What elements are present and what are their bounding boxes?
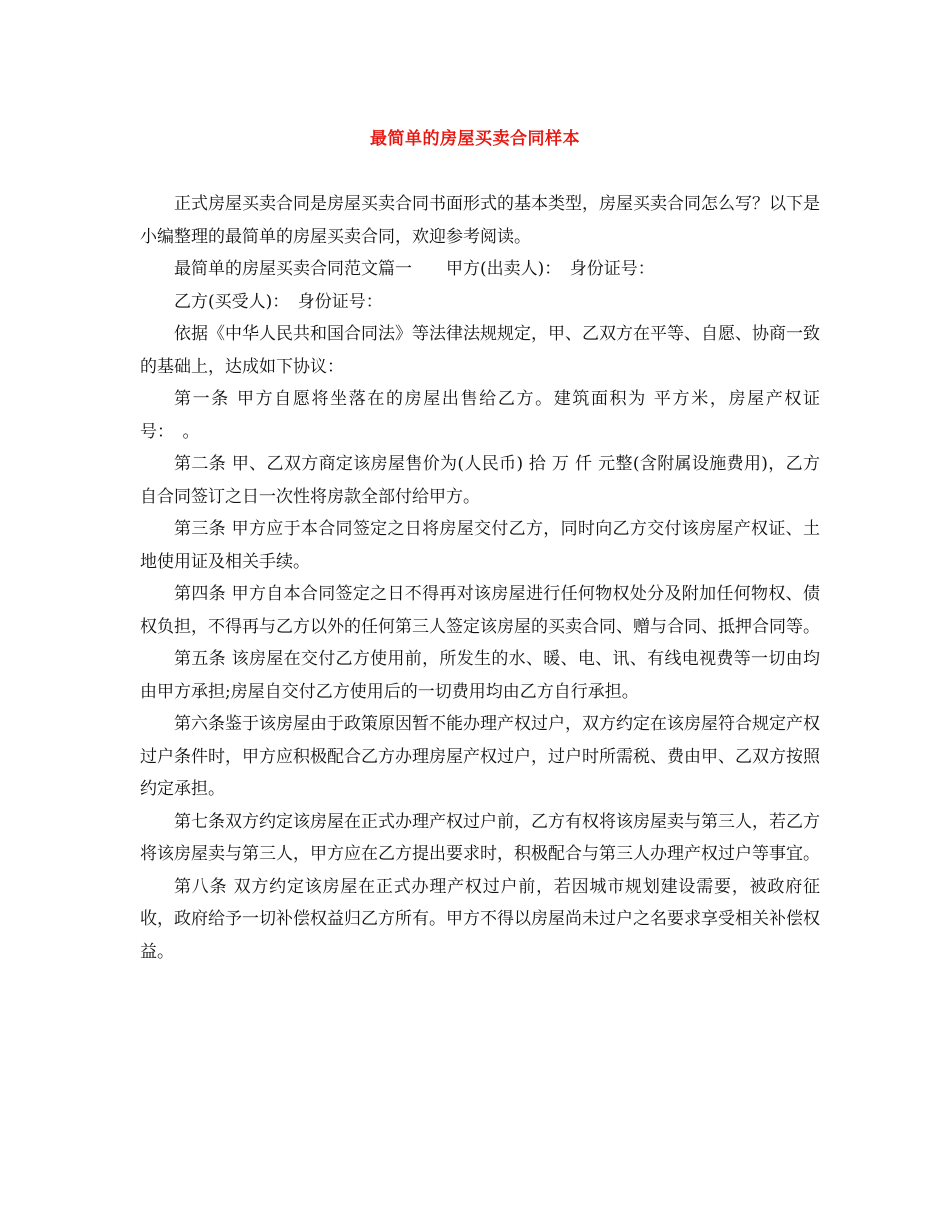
paragraph-article-4: 第四条 甲方自本合同签定之日不得再对该房屋进行任何物权处分及附加任何物权、债权负担，不得再与乙方以外的任何第三人签定该房屋的买卖合同、赠与合同、抵押合同等。 bbox=[140, 584, 820, 637]
paragraph-article-3: 第三条 甲方应于本合同签定之日将房屋交付乙方，同时向乙方交付该房屋产权证、土地使用证及相关手续。 bbox=[140, 519, 820, 572]
paragraph-article-8: 第八条 双方约定该房屋在正式办理产权过户前，若因城市规划建设需要，被政府征收，政府给予一切补偿权益归乙方所有。甲方不得以房屋尚未过户之名要求享受相关补偿权益。 bbox=[140, 876, 820, 962]
paragraph-seller: 最简单的房屋买卖合同范文篇一 甲方(出卖人)： 身份证号： bbox=[174, 259, 655, 279]
paragraph-intro: 正式房屋买卖合同是房屋买卖合同书面形式的基本类型，房屋买卖合同怎么写？以下是小编整理的最简单的房屋买卖合同，欢迎参考阅读。 bbox=[140, 194, 820, 247]
paragraph-article-6: 第六条鉴于该房屋由于政策原因暂不能办理产权过户，双方约定在该房屋符合规定产权过户条件时，甲方应积极配合乙方办理房屋产权过户，过户时所需税、费由甲、乙双方按照约定承担。 bbox=[140, 714, 820, 799]
document-title: 最简单的房屋买卖合同样本 bbox=[370, 129, 580, 149]
paragraph-article-5: 第五条 该房屋在交付乙方使用前，所发生的水、暖、电、讯、有线电视费等一切由均由甲方承担;房屋自交付乙方使用后的一切费用均由乙方自行承担。 bbox=[140, 649, 820, 702]
document-body bbox=[140, 188, 820, 968]
paragraph-article-2: 第二条 甲、乙双方商定该房屋售价为(人民币) 拾 万 仟 元整(含附属设施费用)，乙方自合同签订之日一次性将房款全部付给甲方。 bbox=[140, 454, 820, 507]
paragraph-buyer: 乙方(买受人)： 身份证号： bbox=[174, 291, 383, 312]
paragraph-article-7: 第七条双方约定该房屋在正式办理产权过户前，乙方有权将该房屋卖与第三人，若乙方将该房屋卖与第三人，甲方应在乙方提出要求时，积极配合与第三人办理产权过户等事宜。 bbox=[140, 811, 820, 864]
paragraph-article-1: 第一条 甲方自愿将坐落在的房屋出售给乙方。建筑面积为 平方米，房屋产权证号： 。 bbox=[140, 389, 820, 442]
paragraph-basis: 依据《中华人民共和国合同法》等法律法规规定，甲、乙双方在平等、自愿、协商一致的基础上，达成如下协议： bbox=[140, 324, 820, 377]
